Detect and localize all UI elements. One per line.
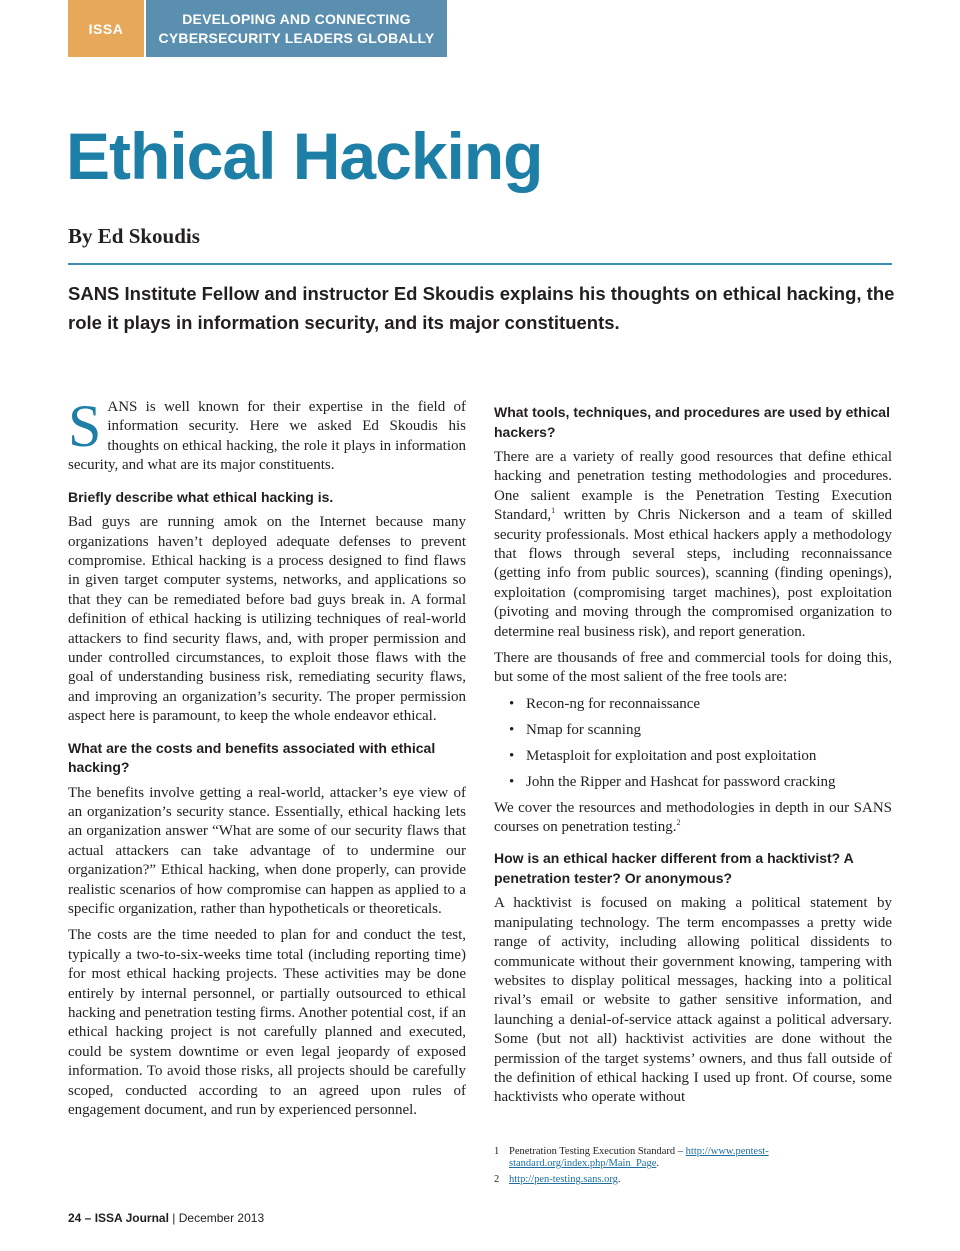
footnote-period: . — [656, 1158, 659, 1169]
answer-paragraph — [494, 799, 892, 838]
footnote-ref: 2 — [676, 817, 681, 827]
footnote-link[interactable]: http://www.pentest-standard.org/index.php/Main_Page — [509, 1146, 769, 1169]
question-heading: What are the costs and benefits associated with ethical hacking? — [68, 739, 436, 776]
tools-list — [509, 695, 892, 792]
list-item-text: John the Ripper and Hashcat for password cracking — [526, 773, 836, 790]
right-column — [494, 403, 892, 1115]
answer-paragraph — [494, 448, 892, 642]
byline: By Ed Skoudis — [68, 224, 200, 248]
intro-paragraph — [68, 393, 466, 476]
footnote-link[interactable]: http://pen-testing.sans.org — [509, 1174, 618, 1185]
header-tagline — [146, 0, 447, 57]
question-heading: Briefly describe what ethical hacking is. — [68, 488, 334, 505]
title-divider — [68, 263, 892, 265]
list-item-text: Metasploit for exploitation and post exploitation — [526, 747, 817, 764]
answer-paragraph: Bad guys are running amok on the Internet because many organizations haven’t deployed adequate defenses to prevent compromise. Ethical hacking is a process designed to find flaws in given target computer systems, networks, and applications so that they can be remediated before bad guys break in. A formal definition of ethical hacking is utilizing techniques of real-world attackers to find security flaws, and, with proper permission and under controlled circumstances, to exploit those flaws with the goal of understanding business risk, remediating security flaws, and improving an organization’s security. The proper permission aspect here is paramount, to keep the whole endeavor ethical. — [68, 514, 466, 725]
left-column — [68, 393, 466, 1128]
answer-paragraph: A hacktivist is focused on making a political statement by manipulating technology. The term encompasses a pretty wide range of activity, including allowing political dissidents to communicate without their government knowing, tampering with websites to display political messages, hacking into a political rival’s email or website to gather sensitive information, and launching a denial-of-service attack against a political adversary. Some (but not all) hacktivist activities are done without the permission of the target systems’ owners, and thus fall outside of the definition of ethical hacking I used up front. Of course, some hacktivists who operate without — [494, 895, 892, 1106]
list-item — [509, 747, 892, 766]
footnote-ref: 1 — [551, 506, 556, 516]
intro-text: ANS is well known for their expertise in the field of information security. Here we asked Ed Skoudis his thoughts on ethical hacking, the role it plays in information security, and what are its major constituents. — [68, 399, 466, 474]
list-item — [509, 773, 892, 792]
answer-text: There are a variety of really good resources that define ethical hacking and penetration testing methodologies and procedures. One salient example is the Penetration Testing Execution Standard, — [494, 449, 892, 524]
footnote-number: 2 — [494, 1174, 500, 1185]
tagline-line-1: DEVELOPING AND CONNECTING — [182, 11, 411, 27]
issue-date: December 2013 — [178, 1211, 265, 1225]
list-item-text: Nmap for scanning — [526, 721, 641, 738]
article-deck: SANS Institute Fellow and instructor Ed Skoudis explains his thoughts on ethical hacking, the role it plays in information security, and its major constituents. — [68, 283, 895, 333]
footnote-period: . — [617, 1174, 621, 1185]
list-item — [509, 695, 892, 714]
footnote-1 — [494, 1146, 892, 1170]
folio-separator: | — [168, 1211, 179, 1225]
bullet-icon: • — [509, 721, 515, 738]
list-item — [509, 721, 892, 740]
drop-cap: S — [68, 393, 102, 459]
bullet-icon: • — [509, 695, 515, 712]
answer-paragraph: The benefits involve getting a real-world, attacker’s eye view of an organization’s security stance. Essentially, ethical hacking lets an organization answer “What are some of our security flaws that actual attackers can take advantage of to undermine our organization?” Ethical hacking, when done properly, can provide realistic scenarios of how compromise can happen as applied to a specific organization, rather than hypotheticals or theoreticals. — [68, 784, 466, 918]
bullet-icon: • — [509, 747, 515, 764]
footnotes — [494, 1146, 892, 1190]
issa-header-tab: ISSA — [68, 0, 144, 57]
answer-text: We cover the resources and methodologies in depth in our SANS courses on penetration testing. — [494, 799, 892, 835]
answer-paragraph: There are thousands of free and commercial tools for doing this, but some of the most salient of the free tools are: — [494, 650, 892, 686]
bullet-icon: • — [509, 773, 515, 790]
answer-paragraph: The costs are the time needed to plan for and conduct the test, typically a two-to-six-weeks time total (including reporting time) for most ethical hacking projects. These activities may be done entirely by internal personnel, or partially outsourced to ethical hacking and penetration testing firms. Another potential cost, if an ethical hacking project is not carefully planned and executed, could be system downtime or even legal jeopardy of exposed information. To avoid those risks, all projects should be carefully scoped, conducted according to an agreed upon rules of engagement document, and run by experienced personnel. — [68, 927, 466, 1119]
question-heading: How is an ethical hacker different from a hacktivist? A penetration tester? Or anonymous? — [494, 850, 854, 886]
page-number-journal: 24 – ISSA Journal — [68, 1211, 169, 1225]
answer-text: written by Chris Nickerson and a team of skilled security professionals. Most ethical hackers apply a methodology that flows through several steps, including reconnaissance (getting info from public sources), scanning (finding openings), exploitation (compromising target machines), post exploitation (pivoting and moving through the compromised organization to determine real business risk), and report generation. — [494, 507, 892, 640]
article-title: Ethical Hacking — [66, 119, 543, 193]
footnote-text: Penetration Testing Execution Standard – — [509, 1146, 686, 1157]
question-heading: What tools, techniques, and procedures are used by ethical hackers? — [494, 404, 890, 440]
footnote-number: 1 — [494, 1146, 500, 1157]
list-item-text: Recon-ng for reconnaissance — [526, 695, 701, 712]
page-folio — [68, 1211, 264, 1225]
tagline-line-2: CYBERSECURITY LEADERS GLOBALLY — [158, 30, 435, 46]
footnote-2 — [494, 1174, 892, 1186]
